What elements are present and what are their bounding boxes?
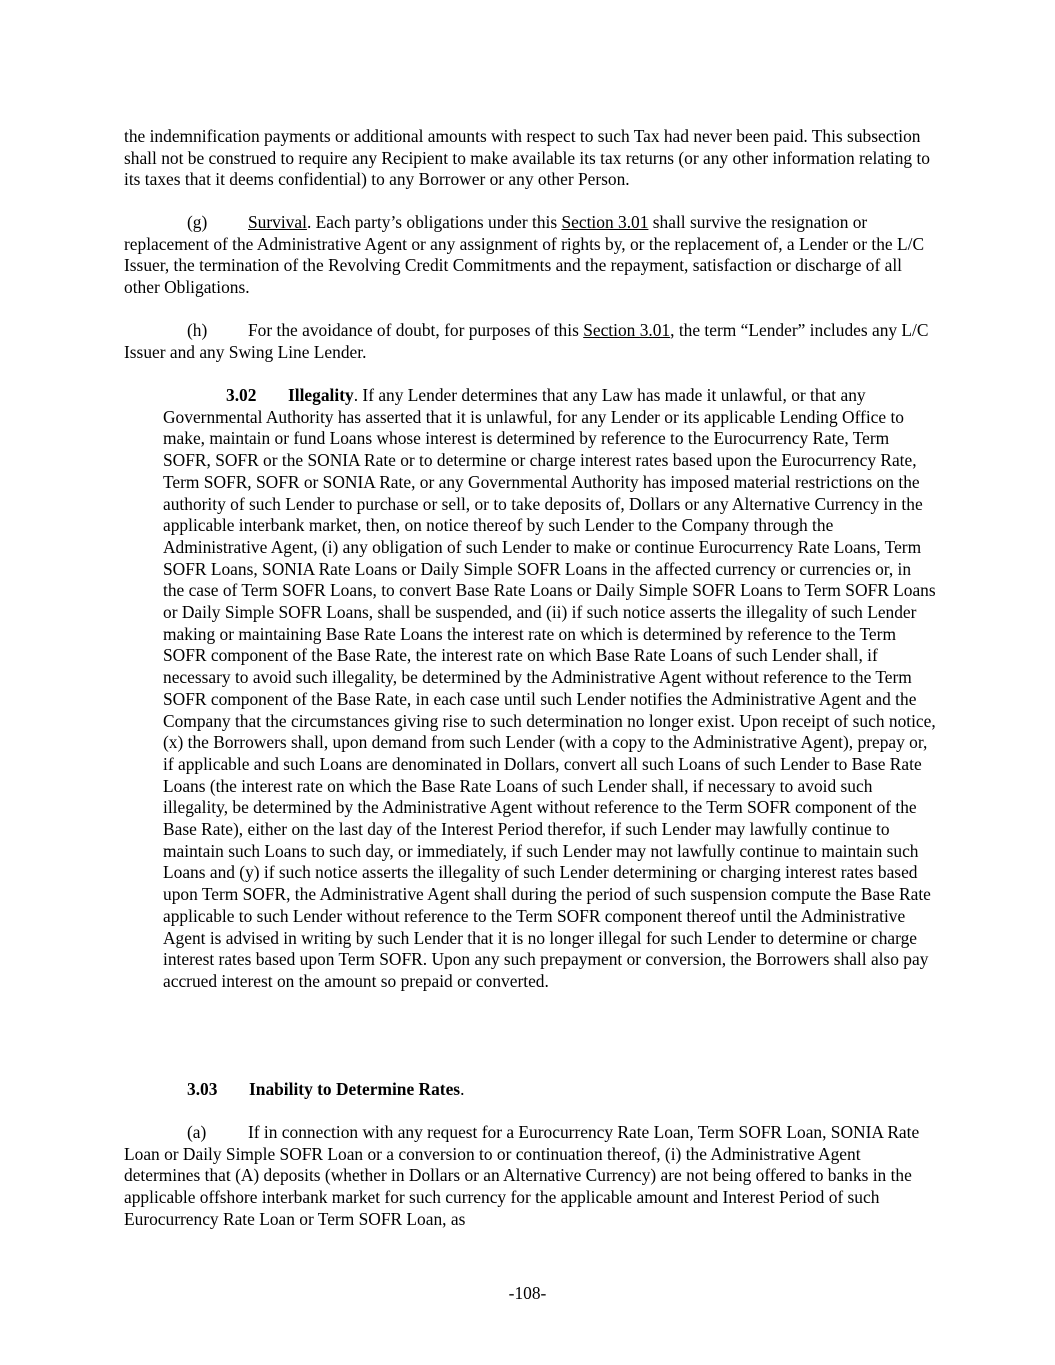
paragraph-label: (h) (187, 320, 208, 340)
section-title: Illegality (288, 385, 354, 405)
section-number: 3.02 (226, 385, 257, 405)
paragraph-a: (a) If in connection with any request for a Eurocurrency Rate Loan, Term SOFR Loan, SONIA Rate Loan or Daily Simple SOFR Loan or a conversion to or continuation thereof, (i) the Administrative Agent determines that (A) deposits (whether in Dollars or an Alternative Currency) are not being offered to banks in the applicable offshore interbank market for such currency for the applicable amount and Interest Period of such Eurocurrency Rate Loan or Term SOFR Loan, as (124, 1122, 920, 1229)
page-number: -108- (508, 1283, 547, 1303)
section-number: 3.03 (187, 1079, 218, 1099)
section-3-03-heading: 3.03 Inability to Determine Rates. (187, 1079, 465, 1099)
paragraph-label: (a) (187, 1122, 207, 1142)
paragraph-heading: Survival (248, 212, 307, 232)
section-reference: Section 3.01 (561, 212, 649, 232)
section-title: Inability to Determine Rates (249, 1079, 461, 1099)
paragraph-h: (h) For the avoidance of doubt, for purposes of this Section 3.01, the term “Lender” includes any L/C Issuer and any Swing Line Lender. (124, 320, 929, 362)
section-reference: Section 3.01 (583, 320, 671, 340)
paragraph-label: (g) (187, 212, 208, 232)
paragraph-continuation: the indemnification payments or additional amounts with respect to such Tax had never been paid. This subsection shall not be construed to require any Recipient to make available its tax returns (or any other information relating to its taxes that it deems confidential) to any Borrower or any other Person. (124, 126, 930, 190)
paragraph-g-survival: (g) Survival. Each party’s obligations under this Section 3.01 shall survive the resignation or replacement of the Administrative Agent or any assignment of rights by, or the replacement of, a Lender or the L/C Issuer, the termination of the Revolving Credit Commitments and the repayment, satisfaction or discharge of all other Obligations. (124, 212, 925, 298)
section-3-02-illegality: 3.02 Illegality. If any Lender determines that any Law has made it unlawful, or that any Governmental Authority has asserted that it is unlawful, for any Lender or its applicable Lending Office to make, maintain or fund Loans whose interest is determined by reference to the Eurocurrency Rate, Term SOFR, SOFR or the SONIA Rate or to determine or charge interest rates based upon the Eurocurrency Rate, Term SOFR, SOFR or SONIA Rate, or any Governmental Authority has imposed material restrictions on the authority of such Lender to purchase or sell, or to take deposits of, Dollars or any Alternative Currency in the applicable interbank market, then, on notice thereof by such Lender to the Company through the Administrative Agent, (i) any obligation of such Lender to make or continue Eurocurrency Rate Loans, Term SOFR Loans, SONIA Rate Loans or Daily Simple SOFR Loans in the affected currency or currencies or, in the case of Term SOFR Loans, to convert Base Rate Loans or Daily Simple SOFR Loans to Term SOFR Loans or Daily Simple SOFR Loans, shall be suspended, and (ii) if such notice asserts the illegality of such Lender making or maintaining Base Rate Loans the interest rate on which is determined by reference to the Term SOFR component of the Base Rate, the interest rate on which Base Rate Loans of such Lender shall, if necessary to avoid such illegality, be determined by the Administrative Agent without reference to the Term SOFR component of the Base Rate, in each case until such Lender notifies the Administrative Agent and the Company that the circumstances giving rise to such determination no longer exist. Upon receipt of such notice, (x) the Borrowers shall, upon demand from such Lender (with a copy to the Administrative Agent), prepay or, if applicable and such Loans are denominated in Dollars, convert all such Loans of such Lender to Base Rate Loans (the interest rate on which the Base Rate Loans of such Lender shall, if necessary to avoid such illegality, be determined by the Administrative Agent without reference to the Term SOFR component of the Base Rate), either on the last day of the Interest Period therefor, if such Lender may lawfully continue to maintain such Loans to such day, or immediately, if such Lender may not lawfully continue to maintain such Loans and (y) if such notice asserts the illegality of such Lender determining or charging interest rates based upon Term SOFR, the Administrative Agent shall during the period of such suspension compute the Base Rate applicable to such Lender without reference to the Term SOFR component thereof until the Administrative Agent is advised in writing by such Lender that it is no longer illegal for such Lender to determine or charge interest rates based upon Term SOFR. Upon any such prepayment or conversion, the Borrowers shall also pay accrued interest on the amount so prepaid or converted. (163, 385, 936, 991)
